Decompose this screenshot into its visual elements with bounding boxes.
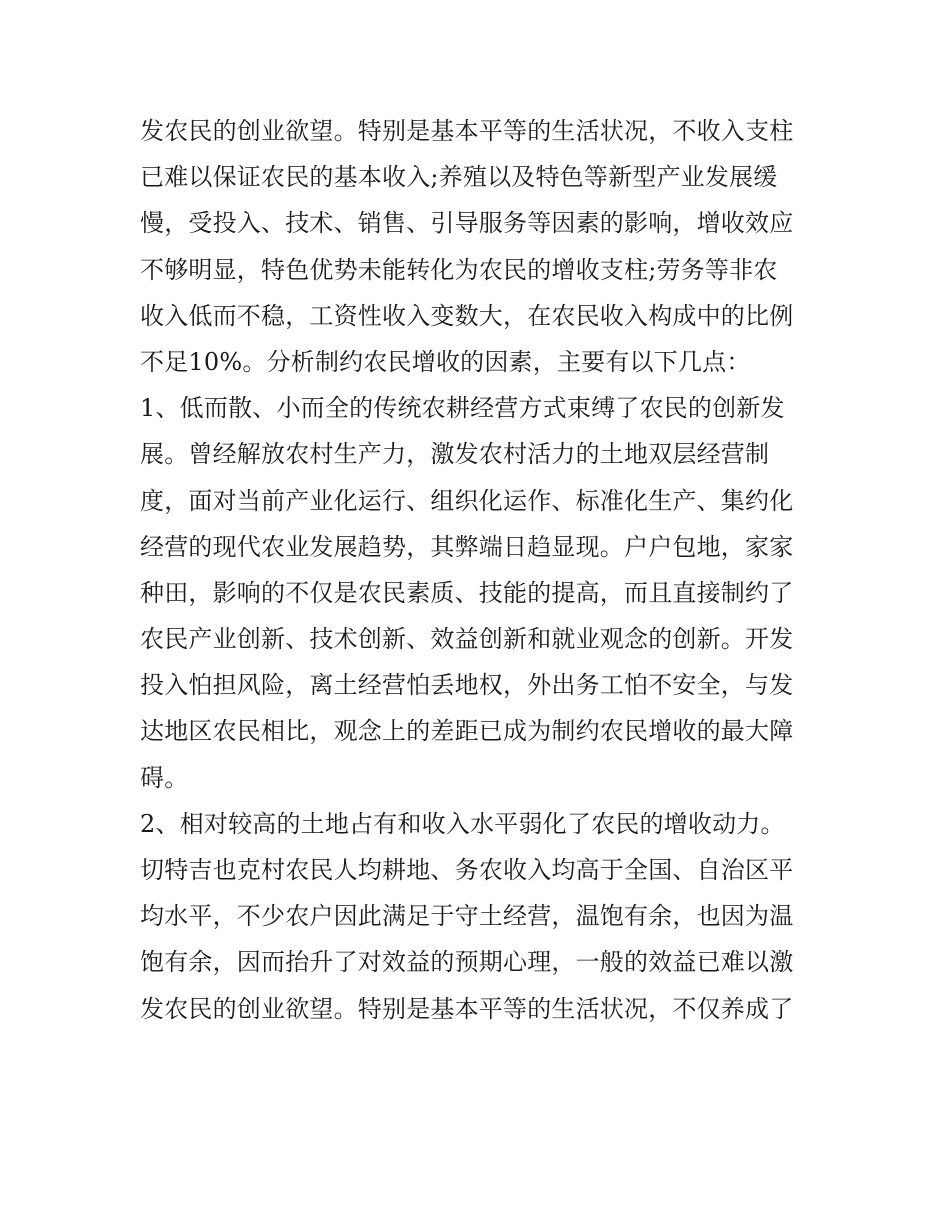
text-line: 慢，受投入、技术、销售、引导服务等因素的影响，增收效应 — [140, 209, 794, 238]
text-line: 饱有余，因而抬升了对效益的预期心理，一般的效益已难以激 — [140, 948, 794, 977]
text-line: 收入低而不稳，工资性收入变数大，在农民收入构成中的比例 — [140, 301, 794, 330]
text-line: 投入怕担风险，离土经营怕丢地权，外出务工怕不安全，与发 — [140, 671, 794, 700]
text-line: 不够明显，特色优势未能转化为农民的增收支柱;劳务等非农 — [140, 255, 778, 284]
text-line: 碍。 — [140, 763, 189, 792]
text-line: 达地区农民相比，观念上的差距已成为制约农民增收的最大障 — [140, 717, 794, 746]
text-line: 2、相对较高的土地占有和收入水平弱化了农民的增收动力。 — [140, 809, 785, 838]
text-line: 发农民的创业欲望。特别是基本平等的生活状况，不收入支柱 — [140, 117, 794, 145]
text-line: 度，面对当前产业化运行、组织化运作、标准化生产、集约化 — [140, 486, 794, 515]
text-line: 种田，影响的不仅是农民素质、技能的提高，而且直接制约了 — [140, 578, 794, 607]
text-line: 均水平，不少农户因此满足于守土经营，温饱有余，也因为温 — [140, 902, 794, 931]
text-line: 1、低而散、小而全的传统农耕经营方式束缚了农民的创新发 — [140, 394, 785, 423]
text-line: 农民产业创新、技术创新、效益创新和就业观念的创新。开发 — [140, 625, 794, 654]
text-line: 已难以保证农民的基本收入;养殖以及特色等新型产业发展缓 — [140, 163, 778, 192]
text-line: 不足10%。分析制约农民增收的因素，主要有以下几点： — [140, 347, 751, 376]
text-line: 切特吉也克村农民人均耕地、务农收入均高于全国、自治区平 — [140, 856, 794, 884]
text-line: 发农民的创业欲望。特别是基本平等的生活状况，不仅养成了 — [140, 994, 794, 1023]
text-line: 经营的现代农业发展趋势，其弊端日趋显现。户户包地，家家 — [140, 532, 794, 561]
text-line: 展。曾经解放农村生产力，激发农村活力的土地双层经营制 — [140, 440, 770, 469]
body-text — [140, 108, 820, 1032]
